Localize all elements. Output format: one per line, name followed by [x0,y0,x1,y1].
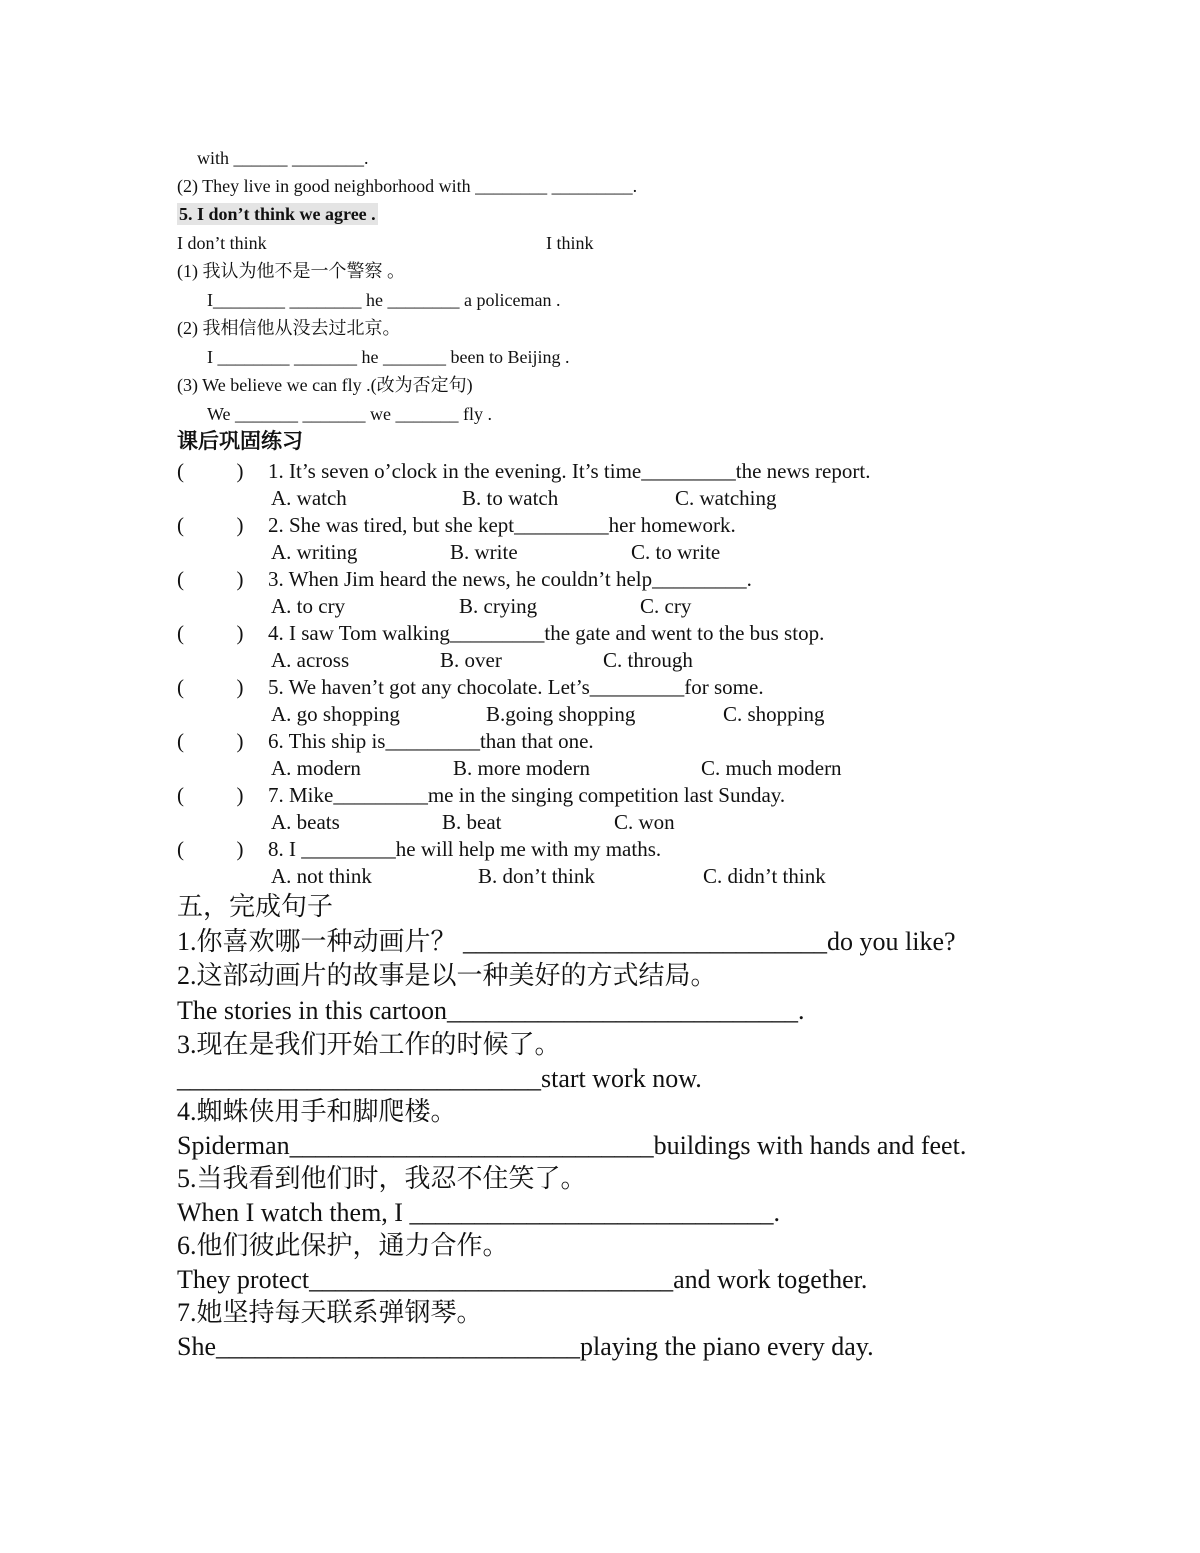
section-five-heading: 五，完成句子 [177,892,334,922]
sentence-line: 4.蜘蛛侠用手和脚爬楼。 [177,1097,457,1126]
answer-paren: ( ) [177,729,244,753]
option-b: B. crying [459,594,538,618]
option-c: C. much modern [701,756,842,780]
option-b: B. beat [442,810,502,834]
section5-item-3-prompt: (3) We believe we can fly .(改为否定句) [177,375,473,395]
option-a: A. not think [271,864,372,888]
section5-item-3-answer: We _______ _______ we _______ fly . [207,404,493,424]
practice-heading: 课后巩固练习 [177,429,303,453]
question-stem: 8. I _________he will help me with my maths. [268,837,662,861]
option-c: C. shopping [723,702,825,726]
section5-col-left: I don’t think [177,233,267,253]
option-b: B. over [440,648,502,672]
answer-paren: ( ) [177,675,244,699]
question-stem: 4. I saw Tom walking_________the gate and went to the bus stop. [268,621,825,645]
sentence-line: When I watch them, I ____________________________. [177,1198,780,1227]
question-stem: 1. It’s seven o’clock in the evening. It’s time_________the news report. [268,459,871,483]
option-b: B. write [450,540,518,564]
sentence-line: They protect____________________________and work together. [177,1265,868,1294]
answer-paren: ( ) [177,513,244,537]
option-b: B. to watch [462,486,559,510]
question-stem: 6. This ship is_________than that one. [268,729,594,753]
answer-paren: ( ) [177,621,244,645]
sentence-line: The stories in this cartoon___________________________. [177,996,805,1025]
option-c: C. watching [675,486,777,510]
sentence-line: ____________________________start work now. [177,1064,702,1093]
option-c: C. to write [631,540,721,564]
section5-item-2-answer: I ________ _______ he _______ been to Beijing . [207,347,570,367]
option-a: A. watch [271,486,347,510]
section5-item-1-answer: I________ ________ he ________ a policeman . [207,290,561,310]
section5-item-2-prompt: (2) 我相信他从没去过北京。 [177,318,401,338]
section5-col-right: I think [546,233,594,253]
sentence-line: 7.她坚持每天联系弹钢琴。 [177,1298,483,1327]
answer-paren: ( ) [177,837,244,861]
section5-heading: 5. I don’t think we agree . [179,204,376,224]
sentence-line: 3.现在是我们开始工作的时候了。 [177,1030,561,1059]
option-c: C. through [603,648,693,672]
answer-paren: ( ) [177,459,244,483]
sentence-line: Spiderman____________________________buildings with hands and feet. [177,1131,967,1160]
option-b: B. more modern [453,756,591,780]
option-a: A. to cry [271,594,346,618]
section5-item-1-prompt: (1) 我认为他不是一个警察 。 [177,261,405,281]
question-stem: 5. We haven’t got any chocolate. Let’s_________for some. [268,675,764,699]
sentence-line: 5.当我看到他们时，我忍不住笑了。 [177,1164,587,1193]
answer-paren: ( ) [177,567,244,591]
option-a: A. beats [271,810,340,834]
section4-line-2: (2) They live in good neighborhood with ________ _________. [177,176,638,196]
option-a: A. modern [271,756,361,780]
option-c: C. cry [640,594,692,618]
sentence-line: 2.这部动画片的故事是以一种美好的方式结局。 [177,961,717,990]
option-b: B. don’t think [478,864,595,888]
question-stem: 7. Mike_________me in the singing competition last Sunday. [268,783,786,807]
answer-paren: ( ) [177,783,244,807]
sentence-line: 1.你喜欢哪一种动画片？ ____________________________do you like? [177,927,956,956]
option-a: A. go shopping [271,702,400,726]
question-stem: 3. When Jim heard the news, he couldn’t help_________. [268,567,752,591]
section4-line-1: with ______ ________. [197,148,369,168]
option-c: C. didn’t think [703,864,826,888]
sentence-line: She____________________________playing the piano every day. [177,1332,874,1361]
option-b: B.going shopping [486,702,636,726]
option-c: C. won [614,810,675,834]
sentence-line: 6.他们彼此保护，通力合作。 [177,1231,509,1260]
option-a: A. across [271,648,350,672]
question-stem: 2. She was tired, but she kept_________her homework. [268,513,736,537]
option-a: A. writing [271,540,358,564]
